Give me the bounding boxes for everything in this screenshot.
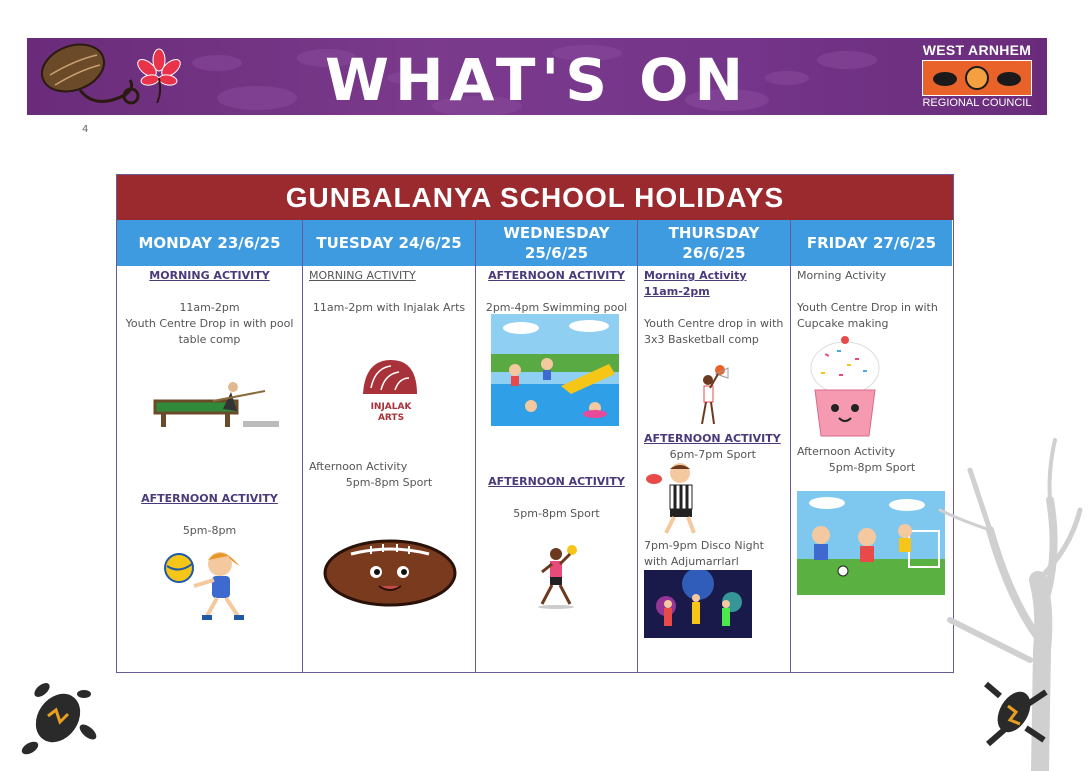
friday-afternoon-desc: 5pm-8pm Sport	[828, 461, 916, 474]
football-illustration	[321, 538, 459, 608]
soccer-kids-illustration	[797, 491, 945, 595]
cupcake-illustration	[807, 336, 883, 440]
logo-emblem	[922, 60, 1032, 96]
thursday-afternoon-heading: AFTERNOON ACTIVITY	[644, 432, 781, 445]
basketball-player-illustration	[696, 364, 732, 430]
banner-title: WHAT'S ON	[324, 46, 750, 114]
day-header-line: 25/6/25	[524, 244, 589, 262]
footy-player-illustration	[644, 461, 706, 536]
day-header-line: THURSDAY	[668, 224, 760, 242]
volleyball-girl-illustration	[162, 546, 257, 624]
day-header-tuesday	[303, 220, 476, 266]
monday-afternoon-time: 5pm-8pm	[182, 524, 237, 537]
day-header-line: FRIDAY 27/6/25	[806, 234, 937, 252]
wednesday-afternoon-heading-1: AFTERNOON ACTIVITY	[488, 269, 625, 282]
day-header-row	[117, 220, 953, 266]
lizard-icon	[978, 676, 1054, 750]
pool-table-illustration	[153, 381, 283, 431]
timetable-title: GUNBALANYA SCHOOL HOLIDAYS	[117, 175, 953, 220]
day-header-monday	[117, 220, 303, 266]
page-number: 4	[82, 124, 89, 135]
swimming-pool-illustration	[491, 314, 619, 426]
friday-morning-heading: Morning Activity	[797, 269, 887, 282]
holiday-timetable	[116, 174, 954, 673]
day-header-line: MONDAY 23/6/25	[138, 234, 281, 252]
wednesday-afternoon-desc-1: 2pm-4pm Swimming pool	[485, 301, 628, 314]
thursday-column	[638, 266, 791, 672]
injalak-arts-label: INJALAK ARTS	[370, 402, 412, 423]
wednesday-afternoon-heading-2: AFTERNOON ACTIVITY	[488, 475, 625, 488]
day-header-wednesday	[476, 220, 638, 266]
monday-morning-time: 11am-2pm	[179, 301, 240, 314]
turtle-icon	[18, 676, 98, 758]
activities-row	[117, 266, 953, 672]
logo-top-text: WEST ARNHEM	[922, 42, 1032, 58]
thursday-afternoon-desc: 6pm-7pm Sport	[669, 448, 756, 461]
day-header-friday	[791, 220, 952, 266]
thursday-morning-time: 11am-2pm	[644, 285, 710, 298]
monday-morning-heading: MORNING ACTIVITY	[149, 269, 270, 282]
day-header-thursday	[638, 220, 791, 266]
thursday-morning-desc: Youth Centre drop in with 3x3 Basketball comp	[644, 317, 784, 346]
monday-morning-desc: Youth Centre Drop in with pool table comp	[125, 317, 294, 346]
thursday-disco-desc: 7pm-9pm Disco Night with Adjumarrlarl	[644, 539, 764, 568]
tuesday-column	[303, 266, 476, 672]
day-header-line: 26/6/25	[682, 244, 746, 262]
tuesday-afternoon-desc: 5pm-8pm Sport	[345, 476, 433, 489]
logo-figures-icon	[923, 61, 1031, 95]
friday-column	[791, 266, 953, 672]
tuesday-morning-desc: 11am-2pm with Injalak Arts	[312, 301, 466, 314]
whats-on-banner	[27, 38, 1047, 115]
logo-bottom-text: REGIONAL COUNCIL	[922, 97, 1032, 109]
day-header-line: WEDNESDAY	[503, 224, 610, 242]
friday-afternoon-heading: Afternoon Activity	[797, 445, 896, 458]
wednesday-afternoon-desc-2: 5pm-8pm Sport	[513, 507, 600, 520]
day-header-line: TUESDAY 24/6/25	[316, 234, 462, 252]
friday-morning-desc: Youth Centre Drop in with Cupcake making	[797, 301, 938, 330]
sport-kid-illustration	[532, 544, 582, 610]
monday-column	[117, 266, 303, 672]
monday-afternoon-heading: AFTERNOON ACTIVITY	[141, 492, 278, 505]
tuesday-afternoon-heading: Afternoon Activity	[309, 460, 408, 473]
disco-night-illustration	[644, 570, 752, 638]
council-logo	[921, 42, 1033, 112]
thursday-morning-heading: Morning Activity	[644, 269, 747, 282]
wednesday-column	[476, 266, 638, 672]
tuesday-morning-heading: MORNING ACTIVITY	[309, 269, 416, 282]
